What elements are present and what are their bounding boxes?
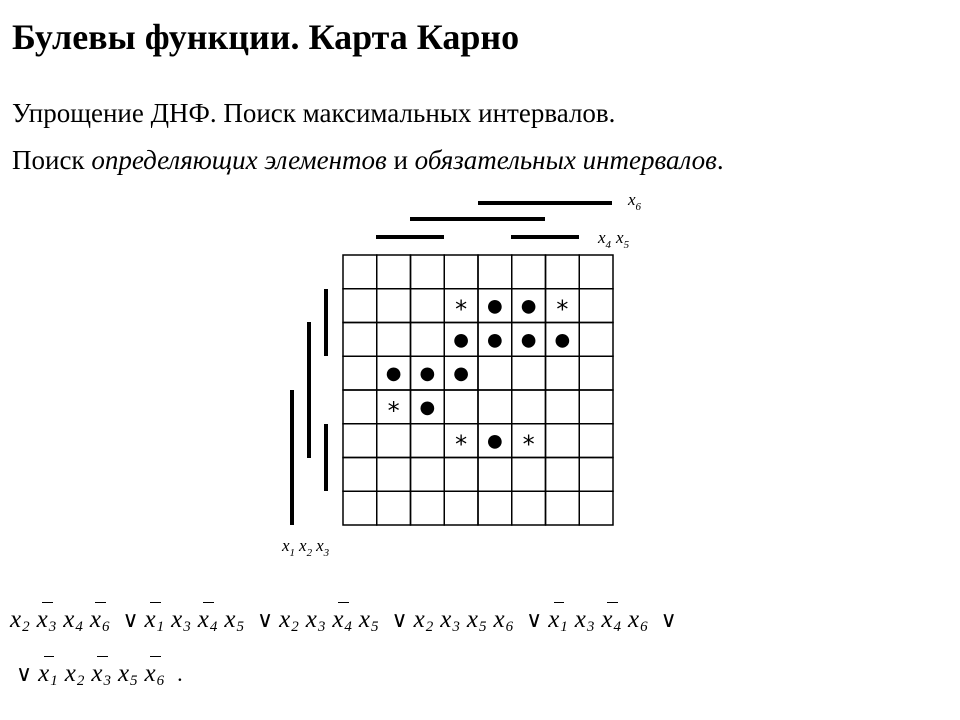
variable-index: 1 [50,673,58,689]
variable-index: 6 [505,619,514,635]
kmap-cell [377,458,411,492]
negated-variable [90,602,110,636]
kmap-cell [444,390,478,424]
kmap-cell [546,356,580,390]
kmap-cell [411,323,445,357]
variable-index: 5 [236,619,244,635]
kmap-cell [579,424,613,458]
variable-letter: x [171,606,183,633]
or-operator: ∨ [660,607,677,632]
variable-index: 3 [103,673,111,689]
asterisk-mark: * [455,295,468,324]
label-x1-sub: 1 [289,547,296,559]
label-x6-sub: 6 [635,201,642,213]
kmap-cell [377,323,411,357]
variable-letter: x [38,660,50,687]
kmap-cell [377,491,411,525]
kmap-cell [512,356,546,390]
dot-mark: ● [554,329,571,351]
kmap-cell [512,255,546,289]
kmap-cell [546,390,580,424]
label-x2-sub: 2 [306,547,313,559]
variable-index: 4 [75,619,83,635]
negated-variable [332,602,352,636]
variable-index: 2 [76,673,85,689]
kmap-cell [512,491,546,525]
label-x2-var: x [299,536,307,555]
kmap-cell [343,356,377,390]
negated-variable [198,602,218,636]
kmap-cell [478,491,512,525]
kmap-cell [343,255,377,289]
label-x5-var: x [616,228,624,247]
dot-mark: ● [453,363,469,385]
asterisk-mark: * [387,396,400,425]
variable [359,602,379,636]
variable-index: 2 [22,619,30,635]
line2-part-5: . [716,145,724,175]
variable-index: 5 [371,619,379,635]
label-x4-var: x [598,228,606,247]
variable-index: 4 [209,619,218,635]
negated-variable [548,602,568,636]
variable-index: 6 [640,619,648,635]
kmap-cell [546,255,580,289]
variable-letter: x [144,660,156,687]
label-x5-sub: 5 [623,239,630,251]
variable [279,602,299,636]
kmap-cell [478,390,512,424]
negated-variable [145,602,165,636]
dot-mark: ● [520,329,537,351]
kmap-cell [343,289,377,323]
line2-part-1: Поиск [12,145,92,175]
variable-index: 5 [130,673,138,689]
variable-letter: x [628,606,640,633]
line2-term-defining-elements: определяющих элементов [91,145,387,175]
subtitle-line-1: Упрощение ДНФ. Поиск максимальных интервалов. [12,98,616,128]
variable-index: 3 [317,619,326,635]
variable-index: 3 [183,619,191,635]
variable-letter: x [493,606,505,633]
dot-mark: ● [419,396,436,418]
dot-mark: ● [520,295,537,317]
kmap-grid [343,255,613,525]
kmap-cell [512,390,546,424]
kmap-cell [579,458,613,492]
kmap-cell [343,458,377,492]
kmap-cell [546,491,580,525]
kmap-cell [411,491,445,525]
variable-letter: x [63,606,75,633]
asterisk-mark: * [455,430,468,459]
variable-letter: x [601,606,613,633]
variable-index: 2 [291,619,299,635]
variable-letter: x [574,606,586,633]
kmap-cell [546,458,580,492]
kmap-cell [478,458,512,492]
variable-letter: x [305,606,317,633]
dot-mark: ● [453,329,469,351]
kmap-cell [377,255,411,289]
kmap-cell [579,390,613,424]
line2-term-mandatory-intervals: обязательных интервалов [414,145,717,175]
variable-letter: x [413,606,425,633]
variable [493,602,513,636]
variable [224,602,244,636]
variable-index: 3 [586,619,595,635]
variable-letter: x [10,606,22,633]
label-x1-var: x [282,536,290,555]
negated-variable [38,656,58,690]
kmap-cell [444,491,478,525]
dot-mark: ● [487,329,503,351]
dot-mark: ● [385,363,402,385]
asterisk-mark: * [556,295,569,324]
or-operator: ∨ [391,607,408,632]
variable-letter: x [91,660,103,687]
variable-letter: x [64,660,76,687]
variable-letter: x [548,606,560,633]
or-operator: ∨ [16,661,33,686]
variable-index: 3 [48,619,57,635]
kmap-cell [411,255,445,289]
variable [628,602,648,636]
variable [65,656,85,690]
kmap-cell [478,255,512,289]
kmap-cell [411,424,445,458]
or-operator: ∨ [526,607,543,632]
formula-line-1 [10,602,683,636]
variable-index: 5 [478,619,487,635]
negated-variable [601,602,621,636]
variable-letter: x [117,660,130,687]
variable-letter: x [144,606,156,633]
variable-letter: x [466,606,478,633]
kmap-cell [579,289,613,323]
label-x3-var: x [316,536,324,555]
variable-letter: x [279,606,291,633]
variable-letter: x [440,606,452,633]
label-x4-sub: 4 [605,239,612,251]
variable-index: 6 [101,619,110,635]
negated-variable [91,656,111,690]
variable [10,602,30,636]
label-x4-x5 [597,228,630,251]
variable [440,602,460,636]
variable [414,602,434,636]
or-operator: ∨ [256,607,274,632]
variable-index: 2 [425,619,434,635]
formula-line-2 [10,656,189,690]
variable-letter: x [36,606,48,633]
variable-letter: x [89,606,101,633]
label-x3-sub: 3 [323,547,330,559]
line2-part-3: и [386,145,415,175]
kmap-cell [546,424,580,458]
kmap-cell [579,255,613,289]
kmap-cell [444,458,478,492]
variable-index: 3 [452,619,460,635]
variable-letter: x [332,606,344,633]
dot-mark: ● [487,430,503,452]
variable-index: 4 [613,619,622,635]
kmap-cell [512,458,546,492]
variable [467,602,487,636]
variable-index: 1 [156,619,165,635]
kmap-cell [411,458,445,492]
variable-letter: x [197,606,209,633]
variable [575,602,595,636]
label-x6-var: x [628,190,636,209]
negated-variable [145,656,165,690]
kmap-cell [478,356,512,390]
variable-letter: x [224,606,236,633]
label-x1-x2-x3 [281,536,330,559]
dot-mark: ● [487,295,503,317]
variable-letter: x [358,606,371,633]
variable-index: 4 [344,619,352,635]
kmap-cell [343,390,377,424]
kmap-cell [579,323,613,357]
label-x6 [627,190,642,213]
kmap-cell [377,424,411,458]
kmap-cell [444,255,478,289]
kmap-cell [343,491,377,525]
slide-title: Булевы функции. Карта Карно [12,17,520,57]
variable [171,602,191,636]
or-operator: ∨ [122,607,139,632]
variable [63,602,83,636]
period: . [177,661,183,686]
variable [306,602,326,636]
kmap-cell [377,289,411,323]
kmap-cell [411,289,445,323]
variable [118,656,138,690]
kmap-cell [343,323,377,357]
variable-index: 6 [156,673,165,689]
variable-index: 1 [560,619,568,635]
kmap-cell [579,356,613,390]
dot-mark: ● [419,363,436,385]
kmap-cell [579,491,613,525]
asterisk-mark: * [522,430,535,459]
negated-variable [37,602,57,636]
kmap-cell [343,424,377,458]
